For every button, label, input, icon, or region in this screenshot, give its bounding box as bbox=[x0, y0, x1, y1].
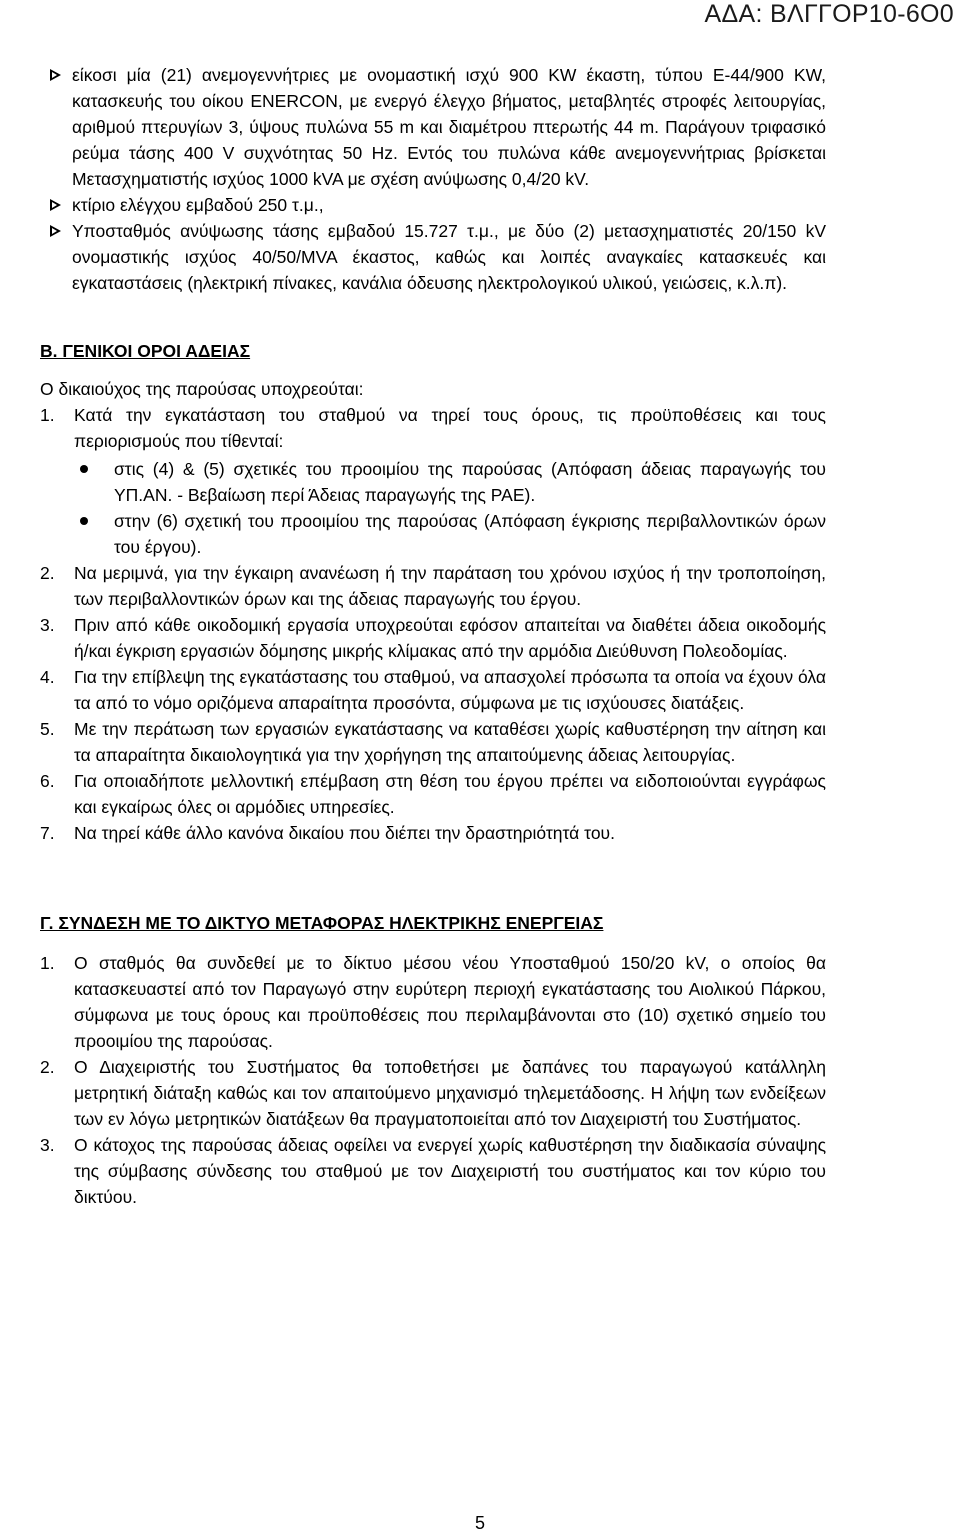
bullet-item-text: στις (4) & (5) σχετικές του προοιμίου της παρούσας (Απόφαση άδειας παραγωγής του ΥΠ.ΑΝ. - Βεβαίωση περί Άδειας παραγωγής της ΡΑΕ). bbox=[114, 459, 826, 505]
section-c-title: Γ. ΣΥΝΔΕΣΗ ΜΕ ΤΟ ΔΙΚΤΥΟ ΜΕΤΑΦΟΡΑΣ ΗΛΕΚΤΡΙΚΗΣ ΕΝΕΡΓΕΙΑΣ bbox=[40, 913, 604, 933]
item-text: Για την επίβλεψη της εγκατάστασης του σταθμού, να απασχολεί πρόσωπα τα οποία να έχουν όλα τα από το νόμο οριζόμενα απαραίτητα προσόντα, σύμφωνα με τις ισχύουσες διατάξεις. bbox=[74, 667, 826, 713]
bullet-dot-icon bbox=[80, 465, 88, 473]
section-c-item-2 bbox=[40, 1054, 826, 1132]
section-b-item-5 bbox=[40, 716, 826, 768]
item-text: Με την περάτωση των εργασιών εγκατάστασης να καταθέσει χωρίς καθυστέρηση την αίτηση και τα απαραίτητα δικαιολογητικά για την χορήγηση της απαιτούμενης άδειας λειτουργίας. bbox=[74, 719, 826, 765]
item-text: Για οποιαδήποτε μελλοντική επέμβαση στη θέση του έργου πρέπει να ειδοποιούνται εγγράφως και εγκαίρως όλες οι αρμόδιες υπηρεσίες. bbox=[74, 771, 826, 817]
item-number: 1. bbox=[40, 953, 55, 973]
section-b-item-4 bbox=[40, 664, 826, 716]
item-number: 1. bbox=[40, 405, 55, 425]
arrow-list-item bbox=[40, 218, 826, 296]
bullet-dot-icon bbox=[80, 517, 88, 525]
item-number: 7. bbox=[40, 823, 55, 843]
arrow-bullet-icon bbox=[50, 199, 61, 211]
item-text: Ο σταθμός θα συνδεθεί με το δίκτυο μέσου νέου Υποσταθμού 150/20 kV, ο οποίος θα κατασκευαστεί από τον Παραγωγό στην ευρύτερη περιοχή εγκατάστασης του Αιολικού Πάρκου, σύμφωνα με τους όρους και προϋποθέσεις που περιλαμβάνονται στο (10) σχετικό σημείο του προοιμίου της παρούσας. bbox=[74, 953, 826, 1051]
item-number: 4. bbox=[40, 667, 55, 687]
section-b-item-6 bbox=[40, 768, 826, 820]
arrow-list-item bbox=[40, 192, 826, 218]
section-c-item-1 bbox=[40, 950, 826, 1054]
item-text: Πριν από κάθε οικοδομική εργασία υποχρεούται εφόσον απαιτείται να διαθέτει άδεια οικοδομής ή/και έγκριση εργασιών δόμησης μικρής κλίμακας από την αρμόδια Διεύθυνση Πολεοδομίας. bbox=[74, 615, 826, 661]
item-number: 3. bbox=[40, 615, 55, 635]
section-b-item-7 bbox=[40, 820, 826, 846]
item-text: Να τηρεί κάθε άλλο κανόνα δικαίου που διέπει την δραστηριότητά του. bbox=[74, 823, 615, 843]
item-text: Κατά την εγκατάσταση του σταθμού να τηρεί τους όρους, τις προϋποθέσεις και τους περιορισμούς που τίθενταί: bbox=[74, 405, 826, 451]
arrow-item-text: είκοσι μία (21) ανεμογεννήτριες με ονομαστική ισχύ 900 KW έκαστη, τύπου E-44/900 KW, κατασκευής του οίκου ENERCON, με ενεργό έλεγχο βήματος, μεταβλητές στροφές λειτουργίας, αριθμού πτερυγίων 3, ύψους πυλώνα 55 m και διαμέτρου πτερωτής 44 m. Παράγουν τριφασικό ρεύμα τάσης 400 V συχνότητας 50 Hz. Εντός του πυλώνα κάθε ανεμογεννήτριας βρίσκεται Μετασχηματιστής ισχύος 1000 kVA με σχέση ανύψωσης 0,4/20 kV. bbox=[72, 65, 826, 189]
item-text: Να μεριμνά, για την έγκαιρη ανανέωση ή την παράταση του χρόνου ισχύος ή την τροποποίηση, των περιβαλλοντικών όρων και της άδειας παραγωγής του έργου. bbox=[74, 563, 826, 609]
bullet-list-item bbox=[74, 508, 826, 560]
item-text: Ο κάτοχος της παρούσας άδειας οφείλει να ενεργεί χωρίς καθυστέρηση την διαδικασία σύναψης της σύμβασης σύνδεσης του σταθμού με τον Διαχειριστή του συστήματος και τον κύριο του δικτύου. bbox=[74, 1135, 826, 1207]
section-b-title: Β. ΓΕΝΙΚΟΙ ΟΡΟΙ ΑΔΕΙΑΣ bbox=[40, 341, 251, 361]
item-number: 2. bbox=[40, 563, 55, 583]
arrow-bullet-icon bbox=[50, 225, 61, 237]
document-body bbox=[40, 62, 826, 1210]
document-id: ΑΔΑ: ΒΛΓΓΟΡ10-6Ο0 bbox=[704, 0, 954, 28]
item-number: 6. bbox=[40, 771, 55, 791]
bullet-list-item bbox=[74, 456, 826, 508]
item-number: 2. bbox=[40, 1057, 55, 1077]
arrow-item-text: Υποσταθμός ανύψωσης τάσης εμβαδού 15.727 τ.μ., με δύο (2) μετασχηματιστές 20/150 kV ονομαστικής ισχύος 40/50/MVA έκαστος, καθώς και λοιπές αναγκαίες κατασκευές και εγκαταστάσεις (ηλεκτρική πίνακες, κανάλια όδευσης ηλεκτρολογικού υλικού, γειώσεις, κ.λ.π). bbox=[72, 221, 826, 293]
section-b-item-1 bbox=[40, 402, 826, 454]
item-text: Ο Διαχειριστής του Συστήματος θα τοποθετήσει με δαπάνες του παραγωγού κατάλληλη μετρητική διάταξη καθώς και τον απαιτούμενο μηχανισμό τηλεμετάδοσης. Η λήψη των ενδείξεων των εν λόγω μετρητικών διατάξεων θα πραγματοποιείται από τον Διαχειριστή του Συστήματος. bbox=[74, 1057, 826, 1129]
section-c-item-3 bbox=[40, 1132, 826, 1210]
section-b-item-3 bbox=[40, 612, 826, 664]
section-b-item-2 bbox=[40, 560, 826, 612]
arrow-item-text: κτίριο ελέγχου εμβαδού 250 τ.μ., bbox=[72, 195, 324, 215]
page-number: 5 bbox=[474, 1513, 485, 1533]
arrow-bullet-icon bbox=[50, 69, 61, 81]
bullet-item-text: στην (6) σχετική του προοιμίου της παρούσας (Απόφαση έγκρισης περιβαλλοντικών όρων του έργου). bbox=[114, 511, 826, 557]
section-b-intro: Ο δικαιούχος της παρούσας υποχρεούται: bbox=[40, 379, 364, 399]
item-number: 5. bbox=[40, 719, 55, 739]
arrow-list-item bbox=[40, 62, 826, 192]
item-number: 3. bbox=[40, 1135, 55, 1155]
